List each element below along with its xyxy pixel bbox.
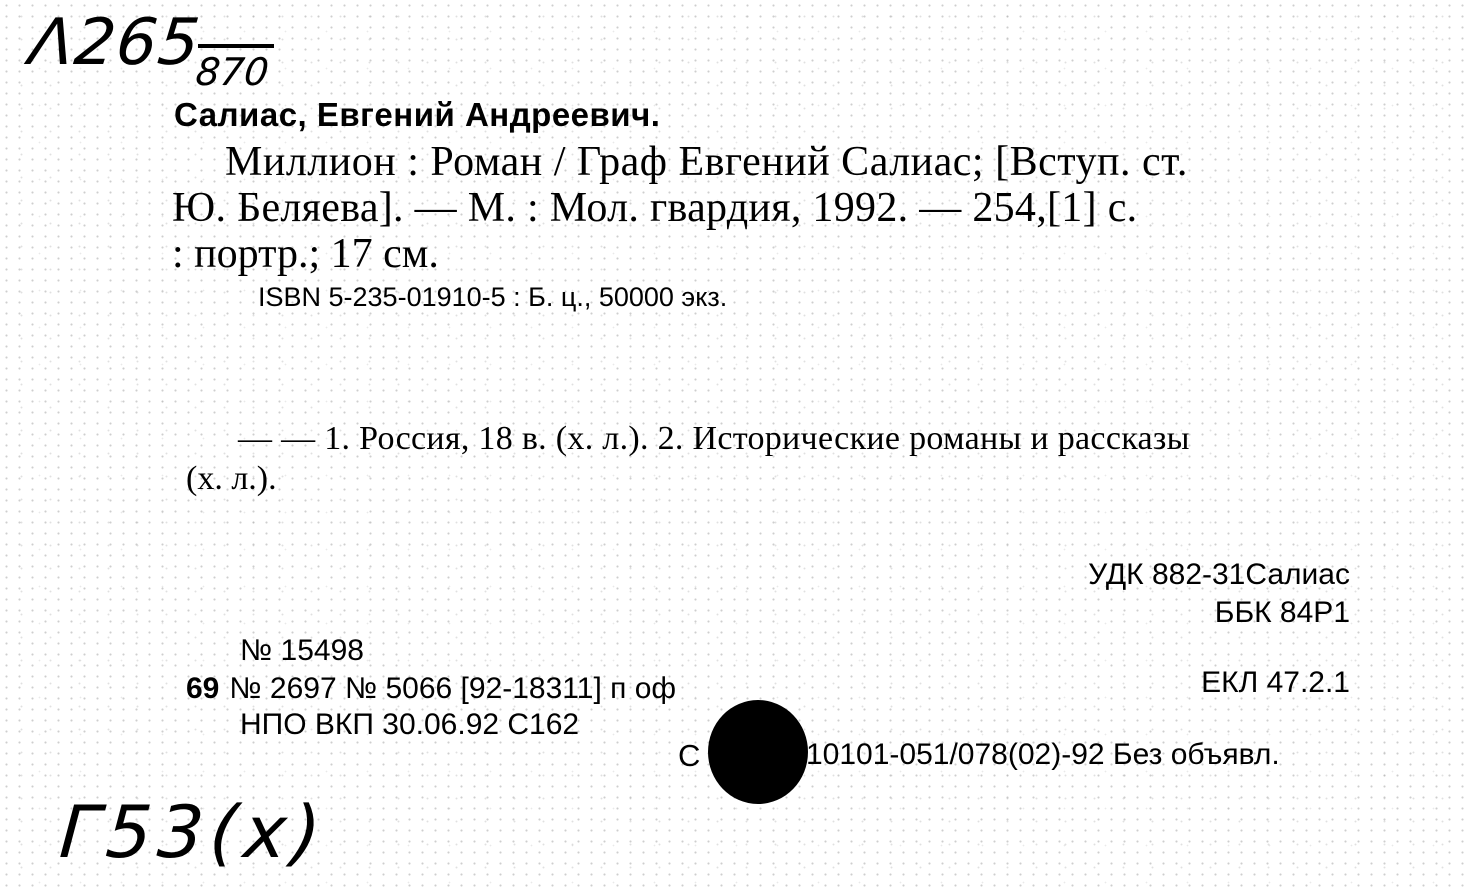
code-prefix: С [678, 738, 701, 773]
subjects-line-1: — — 1. Россия, 18 в. (х. л.). 2. Исторические романы и рассказы [238, 420, 1190, 457]
bbk-code: ББК 84Р1 [1214, 596, 1350, 629]
handwritten-class-mark: Г53(х) [57, 790, 330, 874]
punch-hole [708, 700, 808, 804]
title-line-1: Миллион : Роман / Граф Евгений Салиас; [Вступ. ст. [225, 139, 1188, 185]
subjects-line-2: (х. л.). [186, 460, 277, 497]
order-line [186, 672, 676, 706]
isbn-line: ISBN 5-235-01910-5 : Б. ц., 50000 экз. [258, 282, 728, 312]
ekl-code: ЕКЛ 47.2.1 [1201, 666, 1350, 699]
card-number: № 15498 [240, 634, 364, 667]
handwritten-shelfmark-sub: 870 [193, 50, 271, 94]
catalog-code: 10101-051/078(02)-92 Без объявл. [806, 738, 1280, 771]
title-line-3: : портр.; 17 см. [172, 231, 439, 277]
handwritten-shelfmark: Λ265 [26, 6, 204, 80]
npo-line: НПО ВКП 30.06.92 С162 [240, 708, 580, 741]
shelfmark-underline [198, 44, 274, 48]
author-heading: Салиас, Евгений Андреевич. [174, 96, 661, 133]
order-prefix: 69 [186, 672, 220, 705]
title-line-2: Ю. Беляева]. — М. : Мол. гвардия, 1992. — 254,[1] с. [172, 185, 1138, 231]
udk-code: УДК 882-31Салиас [1088, 558, 1350, 591]
order-text: № 2697 № 5066 [92-18311] п оф [229, 672, 677, 705]
